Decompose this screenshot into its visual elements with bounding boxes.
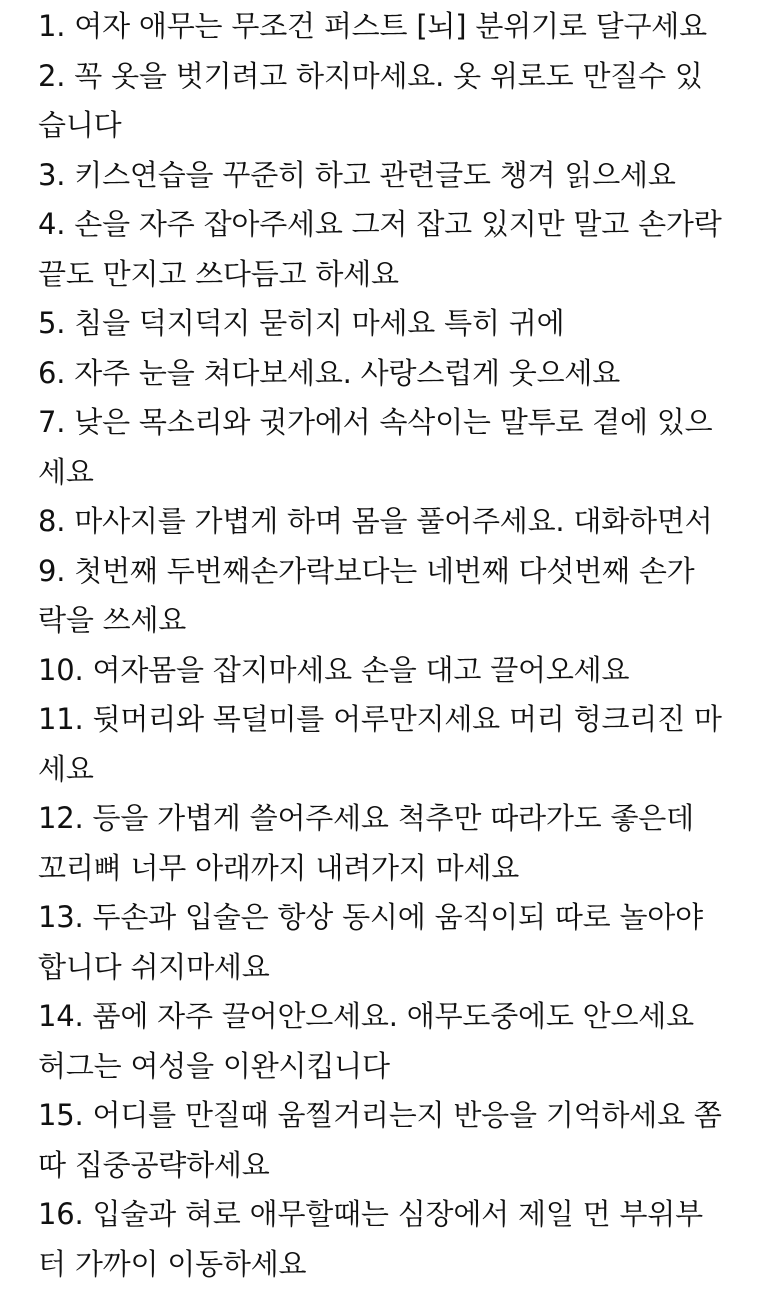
list-item-text: 14. 품에 자주 끌어안으세요. 애무도중에도 안으세요 <box>38 999 694 1033</box>
list-item-text: 11. 뒷머리와 목덜미를 어루만지세요 머리 헝크리진 마 <box>38 702 722 736</box>
list-item-text: 10. 여자몸을 잡지마세요 손을 대고 끌어오세요 <box>38 652 630 687</box>
list-item-text: 7. 낮은 목소리와 귓가에서 속삭이는 말투로 곁에 있으 <box>38 405 713 439</box>
list-item-text: 8. 마사지를 가볍게 하며 몸을 풀어주세요. 대화하면서 <box>38 504 713 538</box>
list-item <box>38 200 768 299</box>
list-item <box>38 398 768 497</box>
list-item-text-continued: 합니다 쉬지마세요 <box>38 949 270 984</box>
list-item <box>38 497 768 547</box>
list-item-text-continued: 세요 <box>38 751 94 786</box>
list-item <box>38 1091 768 1190</box>
list-item <box>38 893 768 992</box>
list-item-text-continued: 꼬리뼈 너무 아래까지 내려가지 마세요 <box>38 850 520 885</box>
list-item-text: 6. 자주 눈을 쳐다보세요. 사랑스럽게 웃으세요 <box>38 355 621 390</box>
list-item-text: 3. 키스연습을 꾸준히 하고 관련글도 챙겨 읽으세요 <box>38 157 676 192</box>
list-item-text: 13. 두손과 입술은 항상 동시에 움직이되 따로 놀아야 <box>38 900 703 934</box>
tips-list <box>38 2 768 1289</box>
list-item <box>38 1190 768 1289</box>
list-item <box>38 547 768 646</box>
list-item-text-continued: 세요 <box>38 454 94 489</box>
list-item-text-continued: 따 집중공략하세요 <box>38 1147 270 1182</box>
list-item <box>38 52 768 151</box>
list-item <box>38 151 768 201</box>
list-item-text: 16. 입술과 혀로 애무할때는 심장에서 제일 먼 부위부 <box>38 1197 703 1231</box>
list-item <box>38 794 768 893</box>
list-item-text-continued: 끝도 만지고 쓰다듬고 하세요 <box>38 256 399 291</box>
list-item-text-continued: 터 가까이 이동하세요 <box>38 1246 307 1281</box>
list-item-text-continued: 습니다 <box>38 108 122 142</box>
list-item-text: 5. 침을 덕지덕지 묻히지 마세요 특히 귀에 <box>38 306 565 340</box>
list-item <box>38 299 768 349</box>
list-item <box>38 349 768 399</box>
list-item-text: 2. 꼭 옷을 벗기려고 하지마세요. 옷 위로도 만질수 있 <box>38 58 703 93</box>
list-item-text-continued: 허그는 여성을 이완시킵니다 <box>38 1048 390 1083</box>
list-item-text: 9. 첫번째 두번째손가락보다는 네번째 다섯번째 손가 <box>38 553 695 588</box>
list-item-text: 1. 여자 애무는 무조건 퍼스트 [뇌] 분위기로 달구세요 <box>38 9 707 43</box>
list-item <box>38 646 768 696</box>
list-item-text: 4. 손을 자주 잡아주세요 그저 잡고 있지만 말고 손가락 <box>38 207 722 241</box>
list-item <box>38 2 768 52</box>
list-item-text-continued: 락을 쓰세요 <box>38 603 187 637</box>
list-item <box>38 695 768 794</box>
list-item-text: 12. 등을 가볍게 쓸어주세요 척추만 따라가도 좋은데 <box>38 801 694 835</box>
list-item-text: 15. 어디를 만질때 움찔거리는지 반응을 기억하세요 쫌 <box>38 1098 722 1132</box>
list-item <box>38 992 768 1091</box>
